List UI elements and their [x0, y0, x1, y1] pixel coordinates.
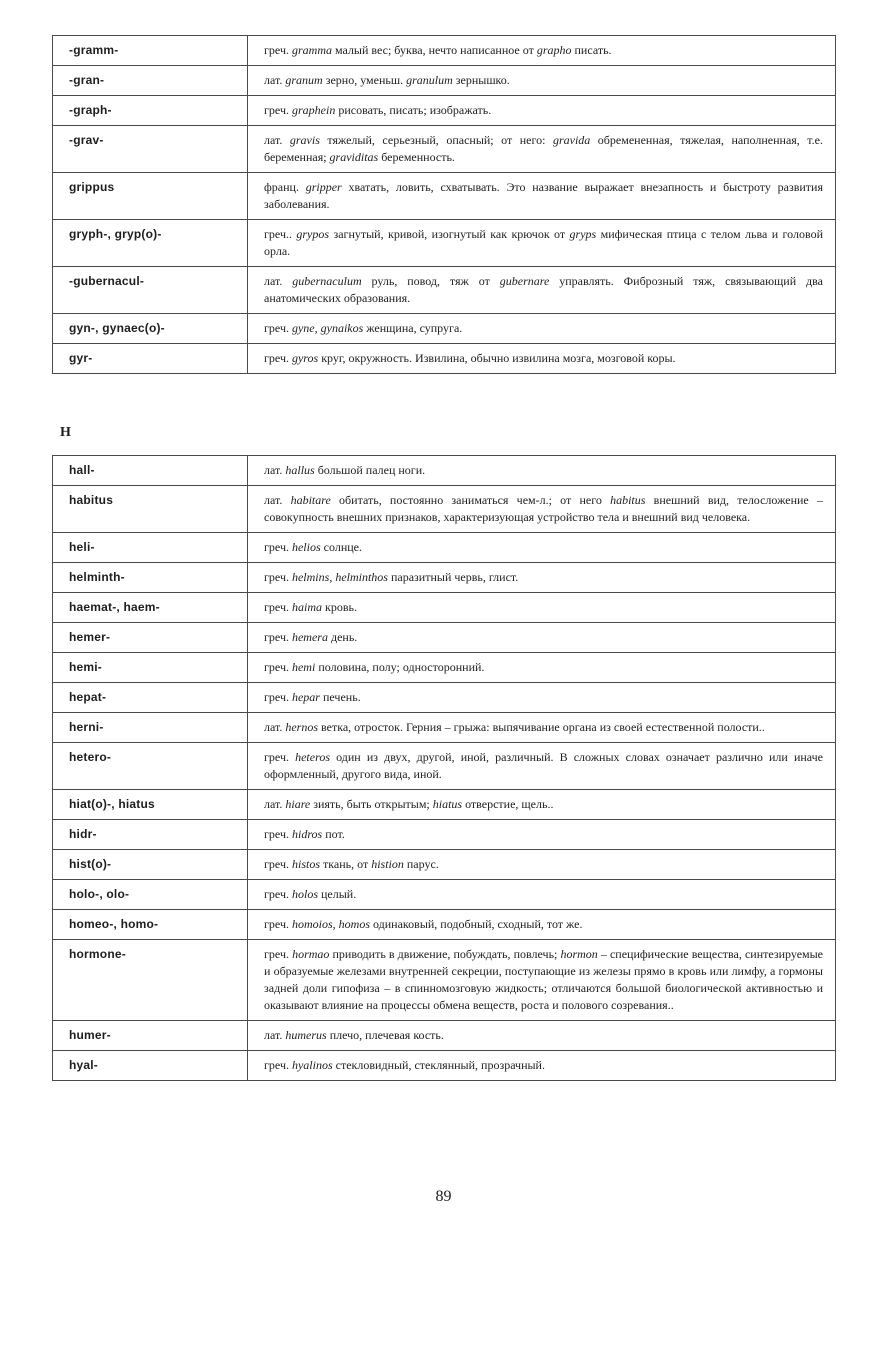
etymon-word: helios	[291, 540, 321, 554]
glossary-term: grippus	[53, 173, 248, 220]
etymon-word: grypos	[296, 227, 330, 241]
definition-text: греч.	[264, 947, 293, 961]
glossary-term: hist(o)-	[53, 850, 248, 880]
etymon-word: habitare	[290, 493, 331, 507]
definition-text: парус.	[403, 857, 439, 871]
glossary-body-h	[53, 456, 836, 1081]
glossary-definition	[248, 267, 836, 314]
glossary-row	[53, 713, 836, 743]
etymon-word: gramma	[291, 43, 332, 57]
etymon-word: histos	[291, 857, 320, 871]
glossary-definition	[248, 314, 836, 344]
glossary-definition	[248, 36, 836, 66]
glossary-definition	[248, 910, 836, 940]
definition-text: греч.	[264, 43, 292, 57]
glossary-row	[53, 850, 836, 880]
glossary-term: gryph-, gryp(o)-	[53, 220, 248, 267]
definition-text: руль, повод, тяж от	[361, 274, 500, 288]
definition-text: греч.	[264, 917, 292, 931]
definition-text: лат.	[264, 133, 290, 147]
definition-text: приводить в движение, побуждать, повлечь;	[329, 947, 561, 961]
glossary-definition	[248, 1051, 836, 1081]
definition-text: лат.	[264, 463, 286, 477]
etymon-word: habitus	[610, 493, 646, 507]
etymon-word: gryps	[569, 227, 597, 241]
glossary-definition	[248, 593, 836, 623]
definition-text: греч.	[264, 600, 292, 614]
glossary-row	[53, 66, 836, 96]
definition-text: греч.	[264, 887, 292, 901]
glossary-row	[53, 126, 836, 173]
glossary-term: helminth-	[53, 563, 248, 593]
glossary-definition	[248, 486, 836, 533]
glossary-row	[53, 563, 836, 593]
glossary-row	[53, 940, 836, 1021]
etymon-word: hernos	[285, 720, 319, 734]
glossary-term: hepat-	[53, 683, 248, 713]
etymon-word: histion	[371, 857, 404, 871]
glossary-definition	[248, 344, 836, 374]
definition-text: тяжелый, серьезный, опасный; от него:	[319, 133, 553, 147]
definition-text: – специфические вещества, синтезируемые и образуемые железами внутренней секреции, поступающие из железы прямо в кровь или лимфу, а гормоны задней доли гипофиза – в спинномозговую жидкость; отличаются большой биологической активностью и оказывают влияние на процессы обмена веществ, роста и полового созревания..	[264, 947, 823, 1012]
etymon-word: gyne, gynaikos	[291, 321, 364, 335]
definition-text: греч.	[264, 660, 292, 674]
etymon-word: humerus	[285, 1028, 327, 1042]
definition-text: греч.	[264, 540, 292, 554]
glossary-term: hyal-	[53, 1051, 248, 1081]
glossary-term: humer-	[53, 1021, 248, 1051]
glossary-row	[53, 267, 836, 314]
definition-text: ткань, от	[320, 857, 372, 871]
definition-text: зерно, уменьш.	[322, 73, 407, 87]
glossary-term: herni-	[53, 713, 248, 743]
definition-text: обитать, постоянно заниматься чем-л.; от него	[330, 493, 611, 507]
glossary-definition	[248, 220, 836, 267]
etymon-word: haima	[291, 600, 322, 614]
etymon-word: hemi	[291, 660, 316, 674]
glossary-row	[53, 1021, 836, 1051]
definition-text: лат.	[264, 797, 286, 811]
glossary-row	[53, 623, 836, 653]
glossary-row	[53, 910, 836, 940]
glossary-row	[53, 653, 836, 683]
glossary-term: homeo-, homo-	[53, 910, 248, 940]
glossary-row	[53, 173, 836, 220]
definition-text: беременность.	[378, 150, 455, 164]
etymon-word: hormao	[292, 947, 330, 961]
glossary-term: holo-, olo-	[53, 880, 248, 910]
etymon-word: gubernaculum	[292, 274, 362, 288]
glossary-row	[53, 790, 836, 820]
etymon-word: gravis	[289, 133, 320, 147]
glossary-definition	[248, 743, 836, 790]
glossary-row	[53, 314, 836, 344]
glossary-row	[53, 456, 836, 486]
definition-text: женщина, супруга.	[363, 321, 463, 335]
definition-text: печень.	[319, 690, 361, 704]
definition-text: лат.	[264, 1028, 286, 1042]
glossary-definition	[248, 683, 836, 713]
definition-text: загнутый, кривой, изогнутый как крючок от	[329, 227, 570, 241]
glossary-definition	[248, 790, 836, 820]
glossary-term: hormone-	[53, 940, 248, 1021]
glossary-definition	[248, 456, 836, 486]
glossary-term: habitus	[53, 486, 248, 533]
etymon-word: hemera	[291, 630, 328, 644]
definition-text: солнце.	[320, 540, 362, 554]
definition-text: обремененная, тяжелая, наполненная, т.е. беременная;	[264, 133, 823, 164]
glossary-row	[53, 880, 836, 910]
glossary-row	[53, 344, 836, 374]
glossary-term: -graph-	[53, 96, 248, 126]
definition-text: зиять, быть открытым;	[310, 797, 433, 811]
definition-text: круг, окружность. Извилина, обычно извилина мозга, мозговой коры.	[318, 351, 676, 365]
etymon-word: gyros	[291, 351, 319, 365]
glossary-row	[53, 820, 836, 850]
glossary-definition	[248, 96, 836, 126]
etymon-word: homoios, homos	[291, 917, 370, 931]
definition-text: греч.	[264, 351, 292, 365]
etymon-word: hiare	[285, 797, 311, 811]
glossary-definition	[248, 653, 836, 683]
definition-text: половина, полу; односторонний.	[315, 660, 485, 674]
glossary-term: hetero-	[53, 743, 248, 790]
glossary-term: hiat(o)-, hiatus	[53, 790, 248, 820]
etymon-word: heteros	[295, 750, 330, 764]
etymon-word: graphein	[291, 103, 336, 117]
glossary-term: gyr-	[53, 344, 248, 374]
glossary-term: hidr-	[53, 820, 248, 850]
glossary-definition	[248, 820, 836, 850]
definition-text: внешний вид, телосложение – совокупность внешних признаков, характеризующая устройство тела и внешний вид человека.	[264, 493, 823, 524]
glossary-term: heli-	[53, 533, 248, 563]
definition-text: франц.	[264, 180, 306, 194]
etymon-word: hallus	[285, 463, 315, 477]
glossary-definition	[248, 533, 836, 563]
definition-text: писать.	[571, 43, 612, 57]
definition-text: зернышко.	[452, 73, 510, 87]
etymon-word: hidros	[291, 827, 323, 841]
definition-text: греч..	[264, 227, 297, 241]
glossary-term: -grav-	[53, 126, 248, 173]
glossary-definition	[248, 173, 836, 220]
glossary-term: hemer-	[53, 623, 248, 653]
definition-text: греч.	[264, 690, 292, 704]
definition-text: лат.	[264, 73, 286, 87]
glossary-term: haemat-, haem-	[53, 593, 248, 623]
glossary-term: -gran-	[53, 66, 248, 96]
definition-text: пот.	[322, 827, 345, 841]
glossary-definition	[248, 880, 836, 910]
etymon-word: gravida	[552, 133, 591, 147]
definition-text: кровь.	[321, 600, 357, 614]
glossary-table-g	[52, 35, 836, 374]
definition-text: большой палец ноги.	[314, 463, 426, 477]
glossary-row	[53, 220, 836, 267]
definition-text: хватать, ловить, схватывать. Это название выражает внезапность и быстроту развития заболевания.	[264, 180, 823, 211]
glossary-term: hemi-	[53, 653, 248, 683]
glossary-row	[53, 96, 836, 126]
definition-text: лат.	[264, 274, 293, 288]
etymon-word: graviditas	[329, 150, 379, 164]
definition-text: греч.	[264, 103, 292, 117]
glossary-term: hall-	[53, 456, 248, 486]
definition-text: целый.	[318, 887, 357, 901]
glossary-row	[53, 593, 836, 623]
definition-text: стекловидный, стеклянный, прозрачный.	[332, 1058, 545, 1072]
definition-text: мифическая птица с телом льва и головой орла.	[264, 227, 823, 258]
glossary-row	[53, 683, 836, 713]
glossary-definition	[248, 713, 836, 743]
etymon-word: gubernare	[499, 274, 550, 288]
etymon-word: holos	[291, 887, 318, 901]
glossary-definition	[248, 850, 836, 880]
glossary-term: -gramm-	[53, 36, 248, 66]
glossary-row	[53, 36, 836, 66]
etymon-word: hyalinos	[291, 1058, 333, 1072]
etymon-word: hormon	[560, 947, 598, 961]
glossary-term: gyn-, gynaec(o)-	[53, 314, 248, 344]
glossary-definition	[248, 623, 836, 653]
glossary-definition	[248, 1021, 836, 1051]
definition-text: греч.	[264, 827, 292, 841]
glossary-definition	[248, 66, 836, 96]
glossary-table-h	[52, 455, 836, 1081]
glossary-row	[53, 1051, 836, 1081]
etymon-word: hiatus	[432, 797, 463, 811]
definition-text: греч.	[264, 630, 292, 644]
definition-text: лат.	[264, 493, 291, 507]
glossary-term: -gubernacul-	[53, 267, 248, 314]
definition-text: греч.	[264, 857, 292, 871]
definition-text: лат.	[264, 720, 286, 734]
definition-text: греч.	[264, 750, 296, 764]
etymon-word: helmins, helminthos	[291, 570, 388, 584]
glossary-row	[53, 743, 836, 790]
glossary-row	[53, 486, 836, 533]
definition-text: греч.	[264, 321, 292, 335]
glossary-definition	[248, 563, 836, 593]
etymon-word: granulum	[406, 73, 453, 87]
page-number: 89	[435, 1188, 452, 1205]
definition-text: малый вес; буква, нечто написанное от	[332, 43, 537, 57]
definition-text: рисовать, писать; изображать.	[335, 103, 492, 117]
definition-text: греч.	[264, 1058, 292, 1072]
glossary-definition	[248, 940, 836, 1021]
definition-text: одинаковый, подобный, сходный, тот же.	[370, 917, 583, 931]
definition-text: управлять. Фиброзный тяж, связывающий два анатомических образования.	[264, 274, 823, 305]
etymon-word: gripper	[305, 180, 342, 194]
etymon-word: grapho	[536, 43, 572, 57]
etymon-word: granum	[285, 73, 323, 87]
definition-text: отверстие, щель..	[462, 797, 554, 811]
glossary-body-g	[53, 36, 836, 374]
definition-text: греч.	[264, 570, 292, 584]
definition-text: ветка, отросток. Герния – грыжа: выпячивание органа из своей естественной полости..	[318, 720, 765, 734]
section-letter-h: H	[60, 425, 71, 440]
definition-text: плечо, плечевая кость.	[326, 1028, 444, 1042]
glossary-definition	[248, 126, 836, 173]
glossary-row	[53, 533, 836, 563]
definition-text: один из двух, другой, иной, различный. В сложных словах означает различно или иначе оформленный, другого вида, иной.	[264, 750, 823, 781]
definition-text: день.	[327, 630, 358, 644]
etymon-word: hepar	[291, 690, 320, 704]
definition-text: паразитный червь, глист.	[387, 570, 519, 584]
